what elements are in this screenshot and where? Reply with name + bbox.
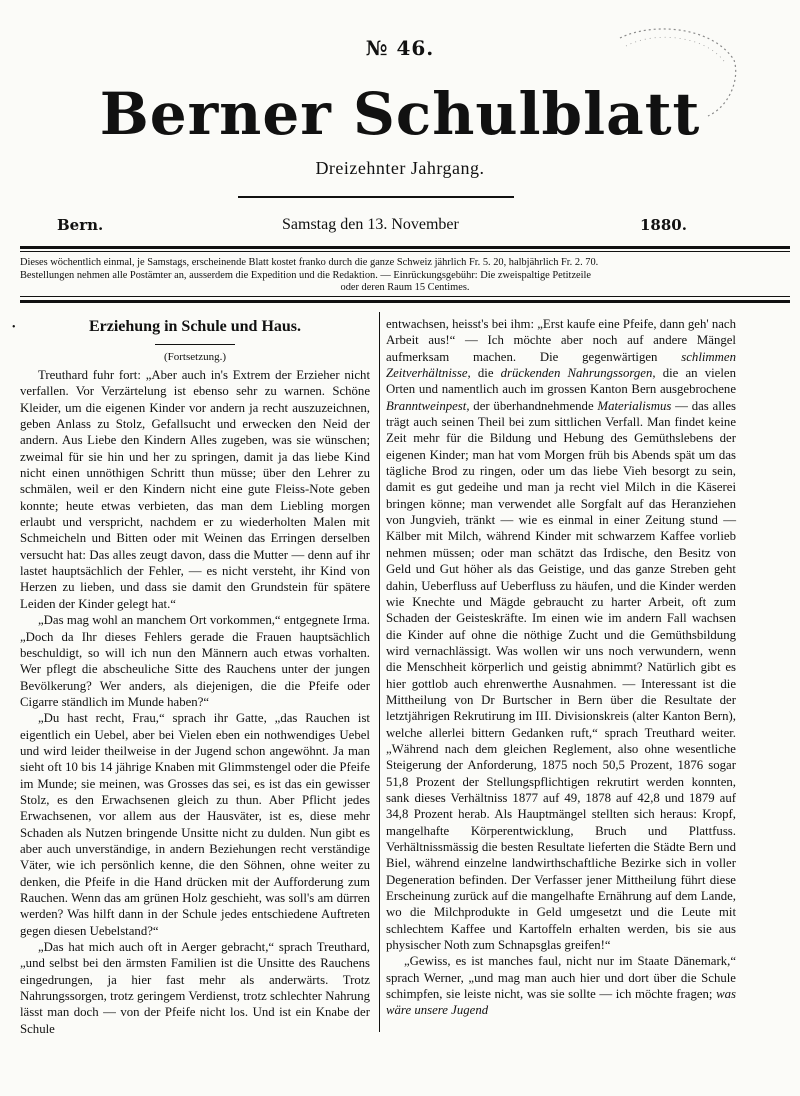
title-rule [155,344,235,345]
notice-line-1: Dieses wöchentlich einmal, je Samstags, erscheinende Blatt kostet franko durch die ganze Schweiz jährlich Fr. 5. 20, halbjährlich Fr. 2. 70. [20,257,599,268]
volume-subtitle: Dreizehnter Jahrgang. [315,158,485,178]
notice-top-rule-thin [20,251,790,252]
emphasis: schlimmen Zeitverhältnisse, [386,349,736,381]
text-run: — das alles trägt auch seinen Theil bei zum sittlichen Verfall. Man findet keine Zeit mehr für die Bildung und Hebung des Gemüthslebens der eigenen Kinder; man hat vom Morgen früh bis Abends spät um das tägliche Brod zu ringen, oder um das liebe Vieh besorgt zu sein, damit es gut gedeihe und man ja recht viel Milch in die Käserei bringen könne; man verwendet alle Sorgfalt auf das Heranziehen von Jungvieh, tränkt — wie es einmal in einer Zeitung stund — Kälber mit Milch, während Kinder mit schwarzem Kaffee vorlieb nehmen müssen; oder man schätzt das Irdische, den Besitz von Geld und Gut höher als das Geistige, und das ganze Streben geht dahin, Ueberfluss auf Ueberfluss zu häufen, und die Kinder werden wie Knechte und Mägde gebraucht zu harter Arbeit, oft zum Schaden der Geisteskräfte. Im einen wie im andern Fall wachsen die Kinder auf ohne die nöthige Zucht und die Gemüthsbildung wird vernachlässigt. Was wollen wir uns noch verwundern, wenn die Menschheit körperlich und geistig abnimmt? Natürlich gibt es hier gottlob auch ehrenwerthe Ausnahmen. — Interessant ist die Mittheilung von Dr Burtscher in Bern über die Resultate der letztjährigen Rekrutirung im III. Divisionskreis (alter Kanton Bern), welche allerlei bittern Gedanken ruft,“ sprach Treuthard weiter. „Während nach dem gleichen Reglement, also ohne wesentliche Steigerung der Anforderung, 1875 noch 50,5 Prozent, 1876 sogar 51,8 Prozent der Stellungspflichtigen rekrutirt werden konnten, sank dieses Verhältniss 1877 auf 49, 1878 auf 42,8 und 1879 auf 34,8 Prozent herab. Als Hauptmängel stellten sich heraus: Kropf, mangelhafte Körperentwicklung, Bruch und Plattfuss. Verhältnissmässig die besten Resultate lieferten die Städte Bern und Biel, während einzelne landwirthschaftliche Bezirke sich in voller Degeneration befinden. Der Verfasser jener Mittheilung führt diese Erscheinung zurück auf die mangelhafte Ernährung auf dem Lande, wo die Milchprodukte in Geld umgesetzt und die Leute mit schlechtem Kaffee und Kartoffeln erhalten werden, bis sie aus physischer Noth zum Schnapsglas greifen!“ [386,398,736,953]
notice-line-2: Bestellungen nehmen alle Postämter an, ausserdem die Expedition und die Redaktion. — Einrückungsgebühr: Die zweispaltige Petitzeile [20,269,592,281]
emphasis: Branntweinpest, [386,398,470,413]
notice-bottom-rule-thin [20,296,790,297]
margin-dot: • [12,322,16,333]
notice-line-3: oder deren Raum 15 Centimes. [340,282,470,293]
notice-bottom-rule [20,300,790,303]
right-column [386,316,736,1019]
article-title: Erziehung in Schule und Haus. [88,318,302,335]
emphasis: was wäre unsere Jugend [386,987,736,1018]
paragraph: Treuthard fuhr fort: „Aber auch in's Extrem der Erzieher nicht verfallen. Vor Verzärtelung ist ebenso sehr zu warnen. Schöne Kleider, um die eigenen Kinder vor andern ja recht auszuzeichnen, geben Anlass zu Stolz, Gefallsucht und erwecken den Neid der andern. Aus Liebe den Kindern Alles zugeben, was sie wünschen; zweimal für sie hin und her zu springen, damit ja das liebe Kind nicht einen unnöthigen Schritt thun müsse; über den Lehrer zu schmälen, weil er den Kindern nicht eine gute Fleiss-Note geben konnte; heute etwas verbieten, das man dem Liebling morgen erlaubt und verspricht, nachdem er zu wiederholten Malen mit Schmeicheln und Bitten oder mit Weinen das Erringen derselben versucht hat: Das alles zeugt davon, dass die Mutter — denn auf ihr lastet hauptsächlich der Fehler, — es nicht versteht, ihr Kind von Herzen zu lieben, und dass sie damit den Grundstein für spätere Leiden der Kinder gelegt hat.“ [20,368,370,611]
dateline-place: Bern. [57,216,104,234]
left-column [20,316,370,1037]
dateline-date: Samstag den 13. November [282,216,459,233]
masthead-divider [238,196,514,198]
masthead-title: Berner Schulblatt [99,80,701,148]
issue-number: № 46. [365,36,435,60]
paragraph: „Du hast recht, Frau,“ sprach ihr Gatte, „das Rauchen ist eigentlich ein Uebel, aber bei Vielen eben ein nothwendiges Uebel und wird leider theilweise in der Jugend schon angewöhnt. Ja man sieht oft 10 bis 14 jährige Knaben mit Glimmstengel oder die Pfeife im Munde; sie meinen, was Grosses das sei, es ist das ein gewisser Stolz, es den Erwachsenen gleich zu thun. Aber Pflicht jedes Erwachsenen, vor allem aus der Hausväter, ist es, diese mehr Schaden als Nutzen bringende Unsitte nicht zu dulden. Nun gibt es aber auch unverständige, in andern Beziehungen recht verständige Väter, wie ich persönlich kenne, die den Söhnen, ohne weiter zu denken, die Pfeife in die Hand drücken mit der Aufforderung zum Rauchen. Wenn das am grünen Holz geschieht, was soll's am dürren werden? Was hilft dann in der Schule jedes entschiedene Auftreten gegen diesen Uebelstand?“ [20,711,370,938]
emphasis: Materialismus [597,398,672,413]
subscription-notice [20,257,790,295]
paragraph [386,316,736,953]
text-run: „Gewiss, es ist manches faul, nicht nur im Staate Dänemark,“ sprach Werner, „und mag man auch hier und dort über die Schule schimpfen, sie leiste nicht, was sie sollte — ich möchte fragen; [386,954,736,1002]
column-divider [379,312,380,1032]
notice-top-rule [20,246,790,249]
dateline-year: 1880. [640,216,687,234]
paragraph: „Das mag wohl an manchem Ort vorkommen,“ entgegnete Irma. „Doch da Ihr dieses Fehlers gerade die Frauen hauptsächlich beschuldigt, so will ich nun den Männern auch etwas vorhalten. Wer pflegt die abscheuliche Sitte des Rauchens unter der jungen Bevölkerung? Wer anders, als diejenigen, die die Pfeife oder Cigarre ständlich im Munde haben?“ [20,613,370,709]
paragraph: „Das hat mich auch oft in Aerger gebracht,“ sprach Treuthard, „und selbst bei den ärmsten Familien ist die Unsitte des Rauchens eingedrungen, ja hier fast mehr als anderwärts. Trotz Nahrungssorgen, trotz geringem Verdienst, trotz schlechter Nahrung lässt man doch — von der Pfeife nicht los. Und ist ein Knabe der Schule [20,940,370,1036]
text-run: der überhandnehmende [469,398,598,413]
paragraph [386,953,736,1018]
text-run: die an vielen Orten und namentlich auch im grossen Kanton Bern ausgebrochene [386,366,736,397]
text-run: entwachsen, heisst's bei ihm: „Erst kaufe eine Pfeife, dann geh' nach Arbeit aus!“ — Ich möchte aber noch auf andere Mängel aufmerksam machen. Die gegenwärtigen [386,317,737,364]
emphasis: drückenden Nahrungssorgen, [500,366,656,381]
text-run: die [470,366,501,381]
continuation-note: (Fortsetzung.) [163,351,226,363]
